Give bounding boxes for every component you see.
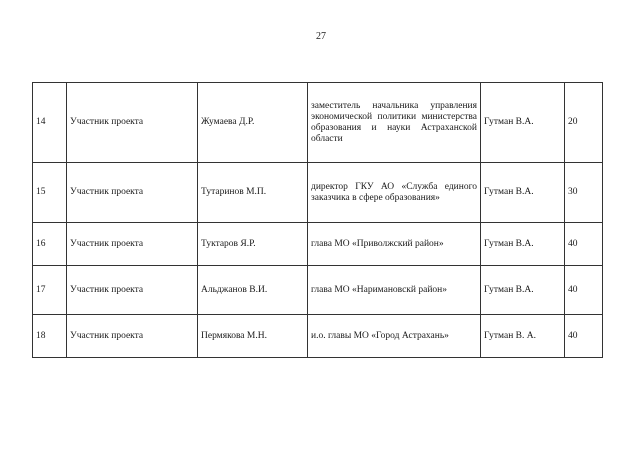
row-number: 18 <box>33 315 67 358</box>
participant-position: глава МО «Приволжский район» <box>308 223 481 266</box>
participant-name: Тутаринов М.П. <box>198 163 308 223</box>
participant-name: Альджанов В.И. <box>198 266 308 315</box>
row-number: 17 <box>33 266 67 315</box>
participant-position: глава МО «Наримановскй район» <box>308 266 481 315</box>
involvement-percent: 40 <box>565 266 603 315</box>
project-role: Участник проекта <box>67 315 198 358</box>
row-number: 15 <box>33 163 67 223</box>
supervisor-name: Гутман В.А. <box>481 266 565 315</box>
table-row <box>33 83 603 163</box>
supervisor-name: Гутман В.А. <box>481 83 565 163</box>
project-role: Участник проекта <box>67 163 198 223</box>
project-role: Участник проекта <box>67 83 198 163</box>
participant-position: директор ГКУ АО «Служба единого заказчика в сфере образования» <box>308 163 481 223</box>
involvement-percent: 30 <box>565 163 603 223</box>
table-row <box>33 315 603 358</box>
participant-position: заместитель начальника управления экономической политики министерства образования и науки Астраханской области <box>308 83 481 163</box>
row-number: 14 <box>33 83 67 163</box>
involvement-percent: 20 <box>565 83 603 163</box>
table-row <box>33 163 603 223</box>
project-role: Участник проекта <box>67 266 198 315</box>
row-number: 16 <box>33 223 67 266</box>
involvement-percent: 40 <box>565 223 603 266</box>
table-row <box>33 223 603 266</box>
supervisor-name: Гутман В.А. <box>481 223 565 266</box>
supervisor-name: Гутман В. А. <box>481 315 565 358</box>
participant-position: и.о. главы МО «Город Астрахань» <box>308 315 481 358</box>
participant-name: Пермякова М.Н. <box>198 315 308 358</box>
page-number: 27 <box>316 31 326 42</box>
participant-name: Туктаров Я.Р. <box>198 223 308 266</box>
table-row <box>33 266 603 315</box>
participants-table <box>32 82 603 358</box>
involvement-percent: 40 <box>565 315 603 358</box>
project-role: Участник проекта <box>67 223 198 266</box>
participant-name: Жумаева Д.Р. <box>198 83 308 163</box>
supervisor-name: Гутман В.А. <box>481 163 565 223</box>
